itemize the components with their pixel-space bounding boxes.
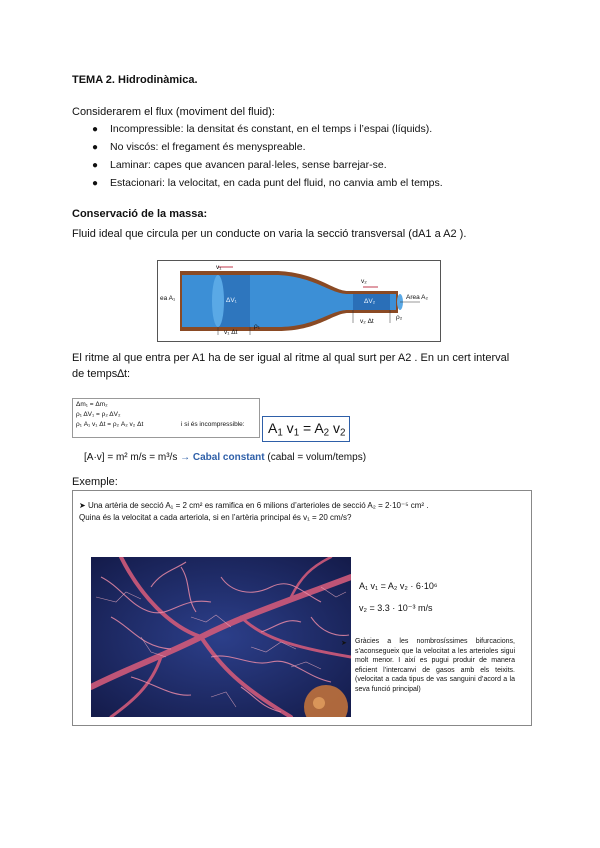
bullet-icon: ●: [92, 160, 99, 171]
arrow-icon: →: [180, 452, 191, 463]
section-text: Fluid ideal que circula per un conducte on varia la secció transversal (dA1 a A2 ).: [72, 228, 467, 240]
bullet-icon: ●: [92, 142, 99, 153]
cabal-term: Cabal constant: [190, 452, 265, 463]
arrow-bullet-icon: ➤: [341, 640, 347, 647]
example-box: [72, 490, 532, 726]
v1dt-label: v₁ Δt: [224, 329, 238, 336]
derivation-line2: ρ₁ ΔV₁ = ρ₂ ΔV₂: [76, 411, 121, 418]
area1-label: ea A₁: [160, 295, 176, 302]
area2-label: Area A₂: [406, 294, 429, 301]
list-item: ● Estacionari: la velocitat, en cada punt del fluid, no canvia amb el temps.: [92, 174, 443, 192]
v2dt-label: v₂ Δt: [360, 318, 374, 325]
rhythm-text-line1: El ritme al que entra per A1 ha de ser igual al ritme al qual surt per A2 . En un cert interval: [72, 352, 510, 364]
v1-label: v₁: [216, 264, 222, 271]
continuity-equation: $A_1$ $v_1 = A_2$ $v_2$: [268, 420, 346, 439]
bullet-icon: ●: [92, 124, 99, 135]
rhythm-text-line2: de temps∆t:: [72, 368, 131, 380]
area-1-ellipse: [212, 275, 224, 327]
list-item: ● Laminar: capes que avancen paral·leles, sense barrejar-se.: [92, 156, 443, 174]
example-note: Gràcies a les nombrosíssimes bifurcacions, s’aconsegueix que la velocitat a les arterioles sigui molt menor. I així es pugui produir de manera eficient l’intercanvi de gasos amb els teixits. (velocitat a cada tipus de vas sanguini d’acord a la seva funció principal): [355, 638, 515, 693]
property-list: [92, 120, 443, 192]
list-item: ● No viscós: el fregament és menyspreable.: [92, 138, 443, 156]
arrow-bullet-icon: ➤: [79, 501, 86, 510]
example-equation-1: A₁ v₁ = A₂ v₂ · 6·10⁶: [359, 581, 438, 591]
bullet-icon: ●: [92, 178, 99, 189]
section-heading: Conservació de la massa:: [72, 208, 208, 220]
rho2-label: ρ₂: [396, 314, 403, 321]
derivation-box: [72, 398, 260, 438]
v2-label: v₂: [361, 278, 367, 285]
tube-svg: [158, 261, 440, 341]
example-problem-line2: Quina és la velocitat a cada arteriola, si en l’artèria principal és v₁ = 20 cm/s?: [79, 513, 352, 522]
page-title: TEMA 2. Hidrodinàmica.: [72, 74, 198, 86]
intro-text: Considerarem el flux (moviment del fluid):: [72, 106, 275, 118]
example-problem-line1: ➤ Una artèria de secció A₁ = 2 cm² es ramifica en 6 milions d’arterioles de secció A₂ = 2·10⁻⁵ cm² .: [79, 501, 429, 510]
example-label: Exemple:: [72, 476, 118, 488]
rho1-label: ρ₁: [254, 323, 260, 330]
example-equation-2: v₂ = 3.3 · 10⁻³ m/s: [359, 603, 433, 613]
derivation-line1: Δm₁ = Δm₂: [76, 401, 108, 408]
tube-diagram: [157, 260, 441, 342]
dv1-label: ΔV₁: [226, 297, 237, 304]
blood-vessel-image: [91, 557, 351, 717]
continuity-equation-box: [262, 416, 350, 442]
dv2-label: ΔV₂: [364, 298, 376, 305]
list-item: ● Incompressible: la densitat és constant, en el temps i l’espai (líquids).: [92, 120, 443, 138]
units-line: [A·v] = m² m/s = m³/s → Cabal constant (cabal = volum/temps): [84, 452, 367, 463]
derivation-line3: ρ₁ A₁ v₁ Δt = ρ₂ A₂ v₂ Δt: [76, 421, 144, 428]
derivation-note: i si és incompressible:: [181, 421, 245, 428]
